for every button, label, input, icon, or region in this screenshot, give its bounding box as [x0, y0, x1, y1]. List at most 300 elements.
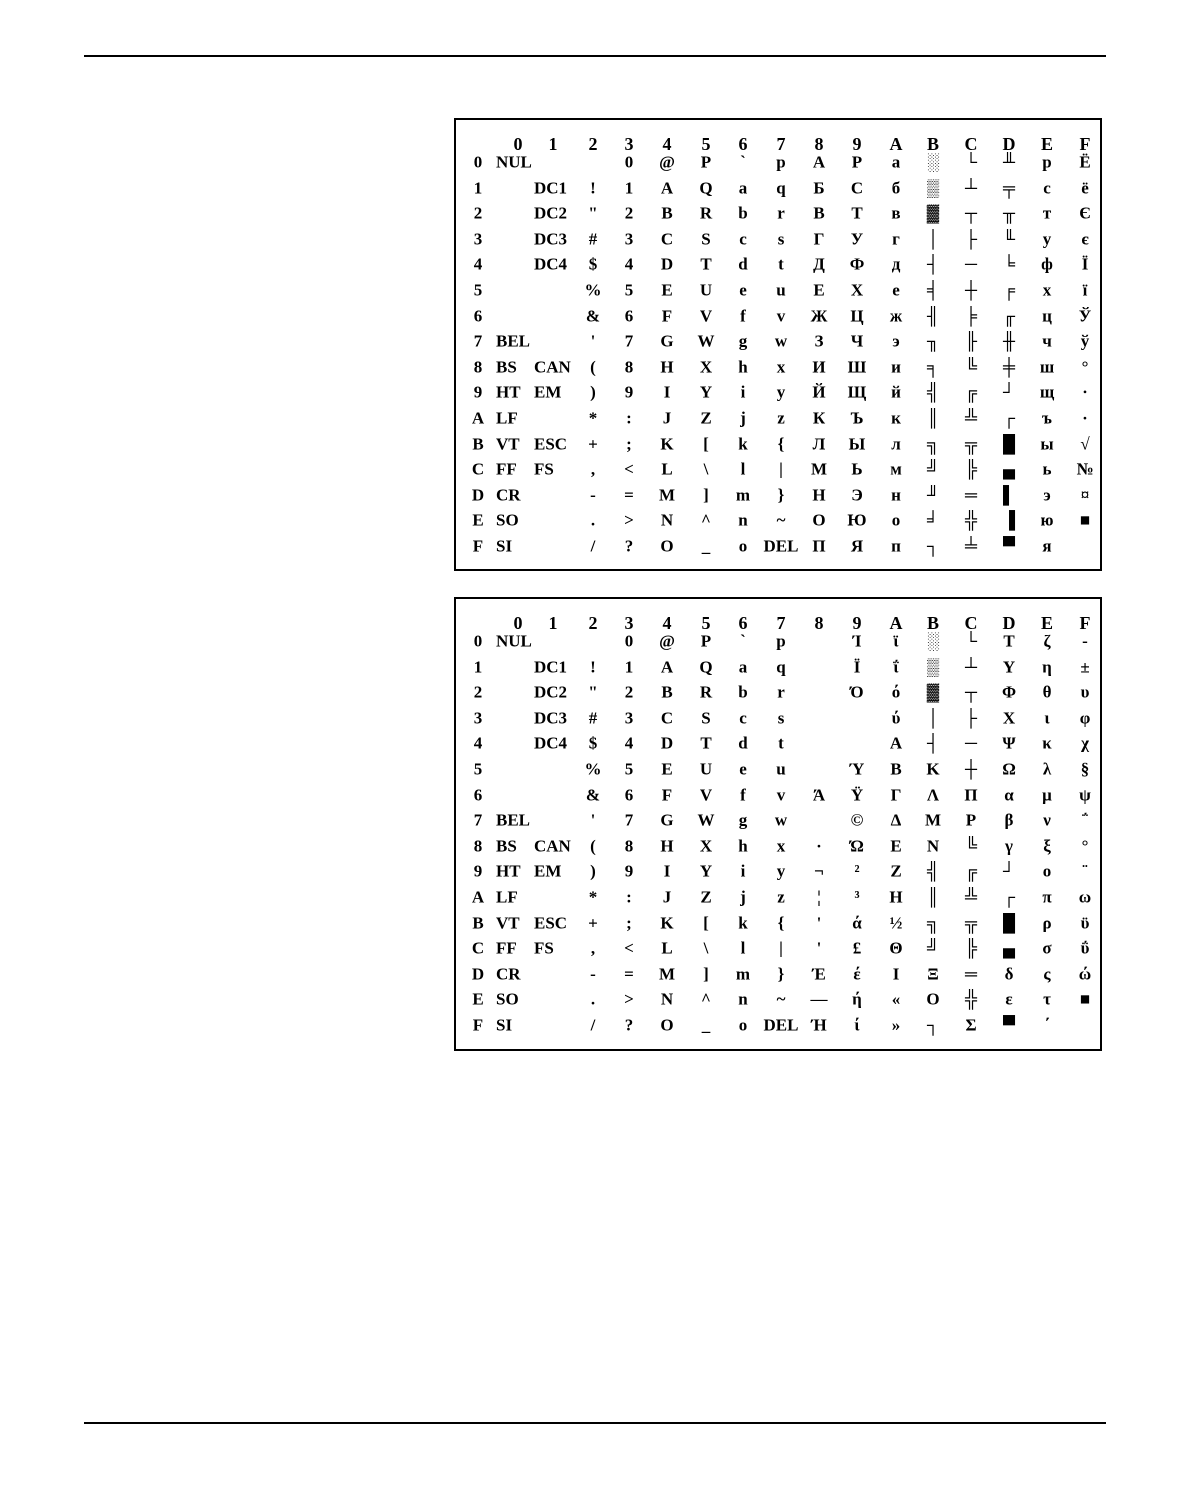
character-cell: ┼	[964, 280, 978, 300]
character-cell: .	[590, 510, 596, 530]
character-cell: └	[964, 152, 978, 172]
character-cell: v	[776, 306, 786, 326]
character-cell: g	[738, 331, 748, 351]
control-code: FS	[534, 938, 554, 958]
character-cell: n	[738, 510, 748, 530]
character-cell: ¨	[1082, 861, 1088, 881]
character-cell: /	[590, 1015, 596, 1035]
character-cell: к	[891, 408, 901, 428]
character-cell: ο	[1042, 861, 1052, 881]
character-cell: )	[590, 382, 596, 402]
character-cell: {	[777, 434, 785, 454]
row-header: 6	[473, 785, 483, 805]
character-cell: ]	[703, 964, 709, 984]
character-cell: »	[891, 1015, 901, 1035]
character-cell: █	[1002, 434, 1016, 454]
character-cell: `	[740, 152, 746, 172]
character-cell: @	[659, 631, 675, 651]
character-cell: 6	[624, 785, 634, 805]
character-cell: ╙	[1002, 229, 1016, 249]
column-header: 3	[624, 613, 634, 633]
character-cell: c	[739, 708, 747, 728]
character-cell: щ	[1039, 382, 1055, 402]
character-cell: R	[699, 682, 713, 702]
character-cell: !	[590, 178, 596, 198]
character-cell: ╗	[926, 434, 940, 454]
character-cell: ▀	[1002, 1015, 1016, 1035]
character-cell: L	[661, 459, 673, 479]
character-cell: П	[812, 536, 826, 556]
character-cell: +	[588, 913, 598, 933]
character-cell: ΄	[1044, 1015, 1050, 1035]
character-cell: ~	[776, 510, 786, 530]
character-cell: д	[891, 254, 901, 274]
character-cell: ║	[926, 887, 940, 907]
character-cell: Ё	[1079, 152, 1091, 172]
character-cell: Ύ	[849, 759, 865, 779]
character-cell: 2	[624, 203, 634, 223]
character-cell: ╔	[964, 861, 978, 881]
character-cell: Q	[699, 657, 713, 677]
character-cell: w	[774, 810, 788, 830]
character-cell: l	[740, 938, 746, 958]
character-cell: G	[660, 810, 674, 830]
character-cell: ¦	[817, 887, 821, 907]
control-code: EM	[534, 382, 562, 402]
character-cell: ύ	[891, 708, 901, 728]
character-cell: о	[891, 510, 901, 530]
column-header: 9	[852, 134, 862, 154]
character-cell: ░	[926, 631, 940, 651]
code-page-chart-2	[454, 597, 1102, 1051]
control-code: ESC	[534, 434, 568, 454]
character-cell: ╒	[1002, 280, 1016, 300]
column-header: C	[964, 613, 978, 633]
character-cell: |	[779, 938, 783, 958]
character-cell: ╣	[926, 861, 940, 881]
character-cell: Ф	[849, 254, 865, 274]
column-header: 2	[588, 134, 598, 154]
character-cell: ├	[964, 708, 978, 728]
column-header: D	[1002, 613, 1016, 633]
character-cell: Ί	[852, 631, 862, 651]
character-cell: я	[1042, 536, 1052, 556]
character-cell: ъ	[1042, 408, 1052, 428]
control-code: DC4	[534, 733, 568, 753]
character-cell: :	[626, 887, 632, 907]
character-cell: ▄	[1002, 459, 1016, 479]
character-cell: h	[738, 836, 748, 856]
row-header: 8	[473, 836, 483, 856]
character-cell: K	[660, 434, 674, 454]
character-cell: '	[816, 938, 822, 958]
character-cell: Δ	[890, 810, 902, 830]
column-header: 0	[513, 613, 523, 633]
character-cell: а	[891, 152, 901, 172]
character-cell: a	[738, 178, 748, 198]
control-code: LF	[496, 408, 518, 428]
character-cell: ╩	[964, 887, 978, 907]
character-cell: в	[891, 203, 901, 223]
character-cell: ν	[1043, 810, 1051, 830]
character-cell: ў	[1080, 331, 1090, 351]
character-cell: ΅	[1082, 810, 1088, 830]
character-cell: Ρ	[965, 810, 977, 830]
character-cell: О	[812, 510, 826, 530]
row-header: 4	[473, 254, 483, 274]
character-cell: κ	[1042, 733, 1052, 753]
character-cell: (	[590, 836, 596, 856]
character-cell: 0	[624, 152, 634, 172]
character-cell: p	[776, 152, 786, 172]
row-header: 1	[473, 657, 483, 677]
character-cell: ы	[1040, 434, 1054, 454]
character-cell: e	[739, 280, 747, 300]
character-cell: │	[926, 708, 940, 728]
character-cell: ╥	[1002, 203, 1016, 223]
row-header: 7	[473, 331, 483, 351]
character-cell: Э	[851, 485, 863, 505]
character-cell: Ц	[850, 306, 864, 326]
character-cell: ┼	[964, 759, 978, 779]
control-code: EM	[534, 861, 562, 881]
character-cell: ┘	[1002, 382, 1016, 402]
character-cell: X	[699, 357, 713, 377]
column-header: B	[926, 613, 940, 633]
character-cell: Ў	[1078, 306, 1092, 326]
character-cell: ϊ	[893, 631, 899, 651]
control-code: CR	[496, 964, 521, 984]
character-cell: Χ	[1002, 708, 1016, 728]
character-cell: %	[584, 280, 602, 300]
character-cell: G	[660, 331, 674, 351]
character-cell: 4	[624, 254, 634, 274]
control-code: HT	[496, 861, 521, 881]
character-cell: >	[624, 510, 634, 530]
character-cell: │	[926, 229, 940, 249]
row-header: F	[472, 536, 484, 556]
character-cell: ╚	[964, 357, 978, 377]
character-cell: /	[590, 536, 596, 556]
column-header: D	[1002, 134, 1016, 154]
character-cell: Т	[851, 203, 863, 223]
character-cell: ф	[1041, 254, 1053, 274]
character-cell: ¬	[814, 861, 824, 881]
character-cell: §	[1080, 759, 1090, 779]
character-cell: \	[703, 938, 709, 958]
character-cell: s	[777, 229, 785, 249]
character-cell: T	[700, 254, 712, 274]
character-cell: ·	[1082, 408, 1088, 428]
character-cell: @	[659, 152, 675, 172]
character-cell: ώ	[1078, 964, 1092, 984]
character-cell: Q	[699, 178, 713, 198]
column-header: 9	[852, 613, 862, 633]
control-code: SO	[496, 510, 519, 530]
character-cell: z	[777, 887, 785, 907]
character-cell: ч	[1042, 331, 1052, 351]
row-header: 0	[473, 631, 483, 651]
control-code: SI	[496, 536, 513, 556]
character-cell: #	[588, 229, 598, 249]
character-cell: ■	[1079, 510, 1091, 530]
character-cell: S	[701, 708, 711, 728]
top-rule	[84, 55, 1106, 57]
character-cell: s	[777, 708, 785, 728]
character-cell: Щ	[847, 382, 867, 402]
character-cell: З	[814, 331, 824, 351]
character-cell: x	[776, 357, 786, 377]
character-cell: 7	[624, 331, 634, 351]
character-cell: 3	[624, 708, 634, 728]
character-cell: е	[892, 280, 900, 300]
character-cell: λ	[1042, 759, 1052, 779]
character-cell: Ϊ	[853, 657, 861, 677]
character-cell: P	[700, 631, 712, 651]
row-header: 7	[473, 810, 483, 830]
character-cell: ┤	[926, 733, 940, 753]
character-cell: л	[891, 434, 901, 454]
character-cell: ╫	[1002, 331, 1016, 351]
character-cell: ∙	[1082, 382, 1088, 402]
character-cell: Η	[889, 887, 903, 907]
column-header: B	[926, 134, 940, 154]
row-header: 3	[473, 229, 483, 249]
character-cell: ;	[626, 434, 632, 454]
character-cell: Х	[850, 280, 864, 300]
character-cell: Ώ	[850, 836, 864, 856]
character-cell: P	[700, 152, 712, 172]
character-cell: Τ	[1003, 631, 1015, 651]
character-cell: ─	[964, 733, 978, 753]
character-cell: k	[738, 434, 748, 454]
character-cell: 0	[624, 631, 634, 651]
character-cell: ╣	[926, 382, 940, 402]
control-code: VT	[496, 434, 520, 454]
row-header: 2	[473, 682, 483, 702]
character-cell: √	[1080, 434, 1090, 454]
character-cell: Κ	[926, 759, 940, 779]
character-cell: ж	[889, 306, 903, 326]
row-header: 5	[473, 759, 483, 779]
column-header: 0	[513, 134, 523, 154]
character-cell: х	[1042, 280, 1052, 300]
column-header: 4	[662, 134, 672, 154]
control-code: NUL	[496, 631, 532, 651]
character-cell: ■	[1079, 989, 1091, 1009]
control-code: CAN	[534, 357, 571, 377]
column-header: 6	[738, 134, 748, 154]
character-cell: ό	[891, 682, 901, 702]
character-cell: n	[738, 989, 748, 1009]
character-cell: Ό	[850, 682, 864, 702]
character-cell: Ы	[848, 434, 866, 454]
character-cell: Y	[699, 861, 713, 881]
character-cell: D	[660, 254, 674, 274]
character-cell: U	[699, 280, 713, 300]
character-cell: %	[584, 759, 602, 779]
character-cell: й	[891, 382, 901, 402]
character-cell: ╦	[964, 434, 978, 454]
character-cell: <	[624, 459, 634, 479]
character-cell: (	[590, 357, 596, 377]
character-cell: Σ	[965, 1015, 977, 1035]
row-header: E	[472, 510, 484, 530]
character-cell: '	[590, 810, 596, 830]
character-cell: q	[776, 178, 786, 198]
character-cell: 8	[624, 836, 634, 856]
character-cell: υ	[1080, 682, 1090, 702]
character-cell: ±	[1080, 657, 1090, 677]
character-cell: ╘	[1002, 254, 1016, 274]
character-cell: d	[738, 733, 748, 753]
character-cell: H	[660, 357, 674, 377]
character-cell: г	[892, 229, 900, 249]
character-cell: ψ	[1079, 785, 1091, 805]
column-header: A	[889, 134, 903, 154]
character-cell: ╝	[926, 459, 940, 479]
character-cell: o	[738, 1015, 748, 1035]
character-cell: =	[624, 964, 634, 984]
character-cell: W	[697, 810, 715, 830]
character-cell: ή	[852, 989, 862, 1009]
control-code: DC4	[534, 254, 568, 274]
character-cell: Γ	[890, 785, 902, 805]
character-cell: 5	[624, 759, 634, 779]
character-cell: ]	[703, 485, 709, 505]
character-cell: ╞	[964, 306, 978, 326]
character-cell: Ь	[851, 459, 863, 479]
character-cell: η	[1042, 657, 1052, 677]
character-cell: *	[588, 887, 598, 907]
character-cell: θ	[1042, 682, 1052, 702]
character-cell: A	[660, 657, 674, 677]
character-cell: ς	[1043, 964, 1051, 984]
control-code: CAN	[534, 836, 571, 856]
character-cell: «	[891, 989, 901, 1009]
character-cell: [	[703, 913, 709, 933]
character-cell: φ	[1079, 708, 1091, 728]
character-cell: Ї	[1081, 254, 1089, 274]
character-cell: "	[588, 203, 598, 223]
character-cell: ┬	[964, 682, 978, 702]
character-cell: σ	[1042, 938, 1052, 958]
row-header: D	[471, 964, 485, 984]
character-cell: -	[590, 485, 596, 505]
character-cell: Ш	[847, 357, 867, 377]
character-cell: —	[810, 989, 828, 1009]
character-cell: ?	[624, 1015, 634, 1035]
character-cell: Ϋ	[850, 785, 864, 805]
character-cell: ╚	[964, 836, 978, 856]
character-cell: ▒	[926, 657, 940, 677]
character-cell: K	[660, 913, 674, 933]
character-cell: Н	[812, 485, 826, 505]
character-cell: ╬	[964, 989, 978, 1009]
character-cell: F	[661, 306, 673, 326]
character-cell: U	[699, 759, 713, 779]
character-cell: И	[812, 357, 826, 377]
character-cell: ·	[816, 836, 822, 856]
character-cell: н	[891, 485, 901, 505]
row-header: 5	[473, 280, 483, 300]
character-cell: Ю	[847, 510, 867, 530]
character-cell: ┬	[964, 203, 978, 223]
character-cell: ┘	[1002, 861, 1016, 881]
character-cell: .	[590, 989, 596, 1009]
character-cell: &	[585, 785, 601, 805]
character-cell: I	[663, 382, 671, 402]
character-cell: $	[588, 254, 598, 274]
character-cell: Ъ	[850, 408, 864, 428]
character-cell: !	[590, 657, 596, 677]
character-cell: ΐ	[893, 657, 899, 677]
character-cell: b	[738, 682, 748, 702]
character-cell: ц	[1042, 306, 1052, 326]
character-cell: j	[740, 887, 746, 907]
character-cell: ╦	[964, 913, 978, 933]
character-cell: ³	[854, 887, 860, 907]
character-cell: β	[1004, 810, 1014, 830]
character-cell: ╤	[1002, 178, 1016, 198]
character-cell: Ι	[892, 964, 900, 984]
character-cell: u	[776, 759, 786, 779]
row-header: A	[471, 887, 485, 907]
character-cell: D	[660, 733, 674, 753]
character-cell: ╟	[964, 331, 978, 351]
character-cell: ╪	[1002, 357, 1016, 377]
column-header: 5	[701, 613, 711, 633]
character-cell: J	[662, 887, 672, 907]
row-header: 3	[473, 708, 483, 728]
character-cell: x	[776, 836, 786, 856]
character-cell: Ν	[926, 836, 940, 856]
character-cell: r	[777, 203, 785, 223]
character-cell: ▓	[926, 682, 940, 702]
character-cell: E	[661, 280, 673, 300]
character-cell: ©	[850, 810, 864, 830]
character-cell: `	[740, 631, 746, 651]
character-cell: 1	[624, 657, 634, 677]
character-cell: м	[890, 459, 902, 479]
character-cell: Г	[813, 229, 825, 249]
character-cell: 8	[624, 357, 634, 377]
character-cell: б	[891, 178, 901, 198]
character-cell: +	[588, 434, 598, 454]
character-cell: └	[964, 631, 978, 651]
character-cell: ▀	[1002, 536, 1016, 556]
column-header: 8	[814, 134, 824, 154]
character-cell: ┴	[964, 178, 978, 198]
control-code: DC1	[534, 178, 568, 198]
column-header: F	[1079, 134, 1091, 154]
character-cell: v	[776, 785, 786, 805]
character-cell: π	[1042, 887, 1052, 907]
character-cell: -	[590, 964, 596, 984]
row-header: 9	[473, 382, 483, 402]
character-cell: и	[891, 357, 901, 377]
character-cell: E	[661, 759, 673, 779]
character-cell: 4	[624, 733, 634, 753]
character-cell: Θ	[889, 938, 903, 958]
character-cell: ;	[626, 913, 632, 933]
row-header: C	[471, 938, 485, 958]
control-code: FF	[496, 938, 517, 958]
character-cell: Б	[813, 178, 825, 198]
control-code: FS	[534, 459, 554, 479]
character-cell: ι	[1044, 708, 1050, 728]
character-cell: Β	[890, 759, 902, 779]
